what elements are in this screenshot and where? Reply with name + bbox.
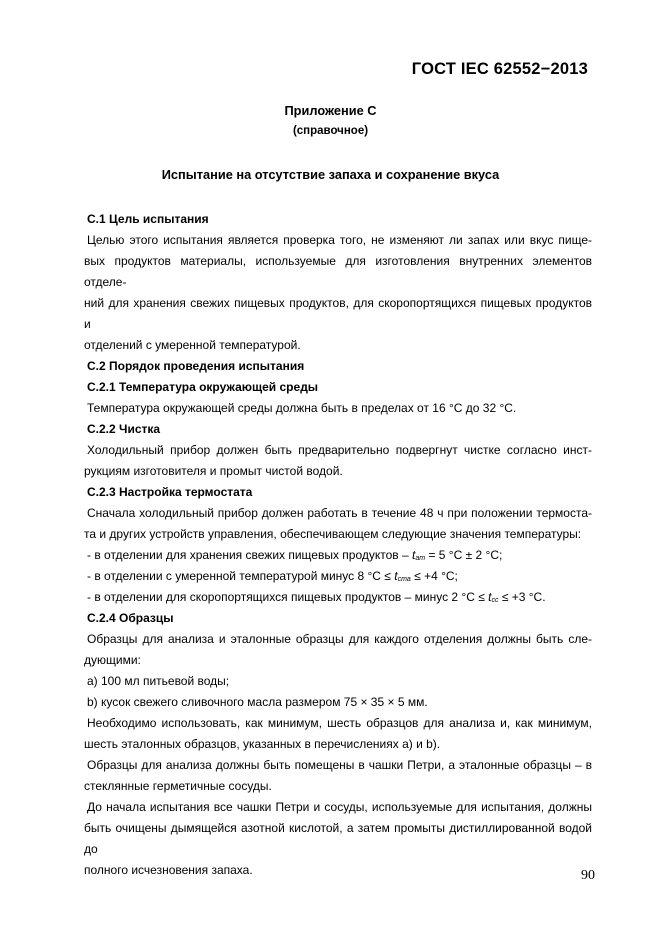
section-heading-c24: С.2.4 Образцы <box>87 611 174 625</box>
paragraph-line: Холодильный прибор должен быть предварительно подвергнут чистке согласно инст- <box>87 443 592 457</box>
paragraph-line: дующими: <box>84 653 141 667</box>
paragraph-line: полного исчезновения запаха. <box>84 863 253 877</box>
paragraph-line: та и других устройств управления, обеспечивающем следующие значения температуры: <box>84 527 582 541</box>
section-heading-c2: С.2 Порядок проведения испытания <box>87 359 305 373</box>
paragraph-line: быть очищены дымящейся азотной кислотой, а затем промыты дистиллированной водой до <box>84 821 592 856</box>
list-item <box>84 566 592 587</box>
item-text: - в отделении для скоропортящихся пищевых продуктов – минус 2 °С ≤ <box>87 590 489 604</box>
item-text: ≤ +4 °С; <box>410 569 458 583</box>
section-heading-c22: С.2.2 Чистка <box>87 422 161 436</box>
paragraph-line: отделений с умеренной температурой. <box>84 338 301 352</box>
section-heading-c1: С.1 Цель испытания <box>87 212 209 226</box>
paragraph-line: До начала испытания все чашки Петри и сосуды, используемые для испытания, должны <box>87 800 592 814</box>
paragraph-line: рукциям изготовителя и промыт чистой водой. <box>84 464 343 478</box>
paragraph-line: стеклянные герметичные сосуды. <box>84 779 272 793</box>
paragraph-line: Образцы для анализа и эталонные образцы для каждого отделения должны быть сле- <box>87 632 592 646</box>
item-text: = 5 °С ± 2 °С; <box>425 548 503 562</box>
document-title: Испытание на отсутствие запаха и сохранение вкуса <box>161 167 500 182</box>
item-text: - в отделении с умеренной температурой минус 8 °С ≤ <box>87 569 395 583</box>
document-body <box>84 209 592 881</box>
standard-code: ГОСТ IEC 62552−2013 <box>411 60 588 78</box>
temp-symbol: t <box>412 548 416 562</box>
list-item <box>84 587 592 608</box>
annex-subtitle: (справочное) <box>292 125 369 137</box>
temp-subscript: cma <box>397 576 411 583</box>
temp-subscript: cc <box>491 597 499 604</box>
paragraph-line: Образцы для анализа должны быть помещены в чашки Петри, а эталонные образцы – в <box>87 758 592 772</box>
list-item: a) 100 мл питьевой воды; <box>87 674 230 688</box>
item-text: - в отделении для хранения свежих пищевых продуктов – <box>87 548 413 562</box>
list-item: b) кусок свежего сливочного масла размером 75 × 35 × 5 мм. <box>87 695 428 709</box>
paragraph-line: Целью этого испытания является проверка того, не изменяют ли запах или вкус пище- <box>87 233 592 247</box>
section-heading-c21: С.2.1 Температура окружающей среды <box>87 380 319 394</box>
temp-subscript: am <box>415 555 426 562</box>
page-number: 90 <box>581 868 595 883</box>
paragraph-line: шесть эталонных образцов, указанных в перечислениях а) и b). <box>84 737 441 751</box>
section-heading-c23: С.2.3 Настройка термостата <box>87 485 253 499</box>
temp-symbol: t <box>488 590 492 604</box>
annex-title: Приложение С <box>284 103 377 118</box>
list-item <box>84 545 592 566</box>
temp-symbol: t <box>394 569 398 583</box>
paragraph-line: ний для хранения свежих пищевых продуктов, для скоропортящихся пищевых продуктов и <box>84 296 592 331</box>
paragraph-line: вых продуктов материалы, используемые для изготовления внутренних элементов отделе- <box>84 254 592 289</box>
paragraph-line: Температура окружающей среды должна быть в пределах от 16 °С до 32 °С. <box>87 401 517 415</box>
paragraph-line: Сначала холодильный прибор должен работать в течение 48 ч при положении термоста- <box>87 506 592 520</box>
paragraph-line: Необходимо использовать, как минимум, шесть образцов для анализа и, как минимум, <box>87 716 592 730</box>
item-text: ≤ +3 °С. <box>498 590 546 604</box>
